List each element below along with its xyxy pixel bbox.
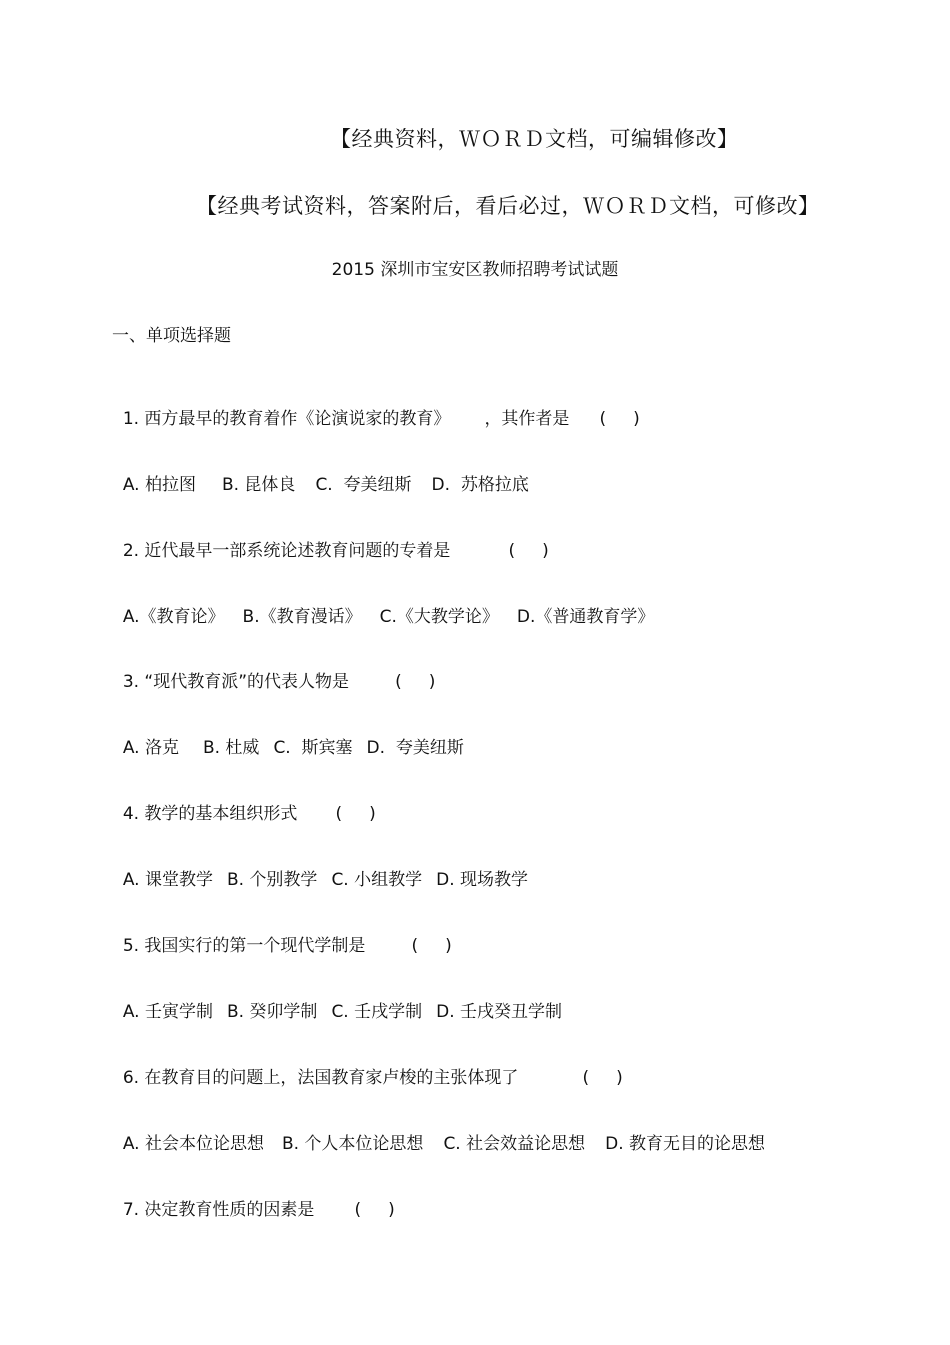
question-4: [112, 789, 376, 823]
question-3: [112, 657, 435, 691]
page-title: 2015 深圳市宝安区教师招聘考试试题: [331, 260, 619, 280]
question-5: [112, 921, 452, 955]
option-c: C. 壬戌学制: [331, 1002, 423, 1022]
answer-blank: ( ): [335, 804, 376, 824]
question-stem-tail: ，其作者是: [484, 409, 570, 429]
question-2-options: [112, 592, 654, 626]
option-c: C.《大教学论》: [379, 607, 499, 627]
option-d: D. 苏格拉底: [431, 475, 529, 495]
section-heading: 一、单项选择题: [112, 326, 231, 346]
answer-blank: ( ): [354, 1200, 395, 1220]
question-stem: 1. 西方最早的教育着作《论演说家的教育》: [122, 409, 451, 429]
question-6: [112, 1053, 623, 1087]
option-d: D. 壬戌癸丑学制: [436, 1002, 563, 1022]
option-d: D. 教育无目的论思想: [605, 1134, 766, 1154]
option-b: B. 个人本位论思想: [281, 1134, 424, 1154]
question-3-options: [112, 723, 464, 757]
option-a: A. 壬寅学制: [122, 1002, 213, 1022]
option-b: B. 癸卯学制: [226, 1002, 318, 1022]
question-2: [112, 526, 549, 560]
option-a: A. 洛克: [122, 738, 179, 758]
question-1: [112, 394, 640, 428]
option-b: B. 昆体良: [221, 475, 296, 495]
banner-exam-note: 【经典考试资料，答案附后，看后必过，ＷＯＲＤ文档，可修改】: [196, 194, 820, 218]
question-1-options: [112, 460, 529, 494]
question-4-options: [112, 855, 528, 889]
answer-blank: ( ): [599, 409, 640, 429]
option-c: C. 小组教学: [331, 870, 423, 890]
option-d: D.《普通教育学》: [516, 607, 655, 627]
option-a: A. 柏拉图: [122, 475, 196, 495]
option-a: A. 社会本位论思想: [122, 1134, 264, 1154]
option-a: A. 课堂教学: [122, 870, 213, 890]
question-7: [112, 1185, 395, 1219]
question-stem: 4. 教学的基本组织形式: [122, 804, 298, 824]
option-a: A.《教育论》: [122, 607, 225, 627]
question-6-options: [112, 1119, 765, 1153]
answer-blank: ( ): [411, 936, 452, 956]
option-b: B.《教育漫话》: [242, 607, 362, 627]
question-stem: 3. “现代教育派”的代表人物是: [122, 672, 350, 692]
option-b: B. 个别教学: [226, 870, 318, 890]
option-c: C. 斯宾塞: [273, 738, 353, 758]
option-c: C. 夸美纽斯: [315, 475, 412, 495]
question-stem: 6. 在教育目的问题上，法国教育家卢梭的主张体现了: [122, 1068, 519, 1088]
answer-blank: ( ): [508, 541, 549, 561]
option-b: B. 杜威: [202, 738, 260, 758]
banner-edit-note: 【经典资料，ＷＯＲＤ文档，可编辑修改】: [330, 127, 739, 151]
answer-blank: ( ): [582, 1068, 623, 1088]
question-stem: 5. 我国实行的第一个现代学制是: [122, 936, 366, 956]
option-c: C. 社会效益论思想: [443, 1134, 586, 1154]
question-stem: 2. 近代最早一部系统论述教育问题的专着是: [122, 541, 451, 561]
answer-blank: ( ): [395, 672, 436, 692]
option-d: D. 夸美纽斯: [366, 738, 464, 758]
question-5-options: [112, 987, 562, 1021]
option-d: D. 现场教学: [436, 870, 529, 890]
question-stem: 7. 决定教育性质的因素是: [122, 1200, 315, 1220]
